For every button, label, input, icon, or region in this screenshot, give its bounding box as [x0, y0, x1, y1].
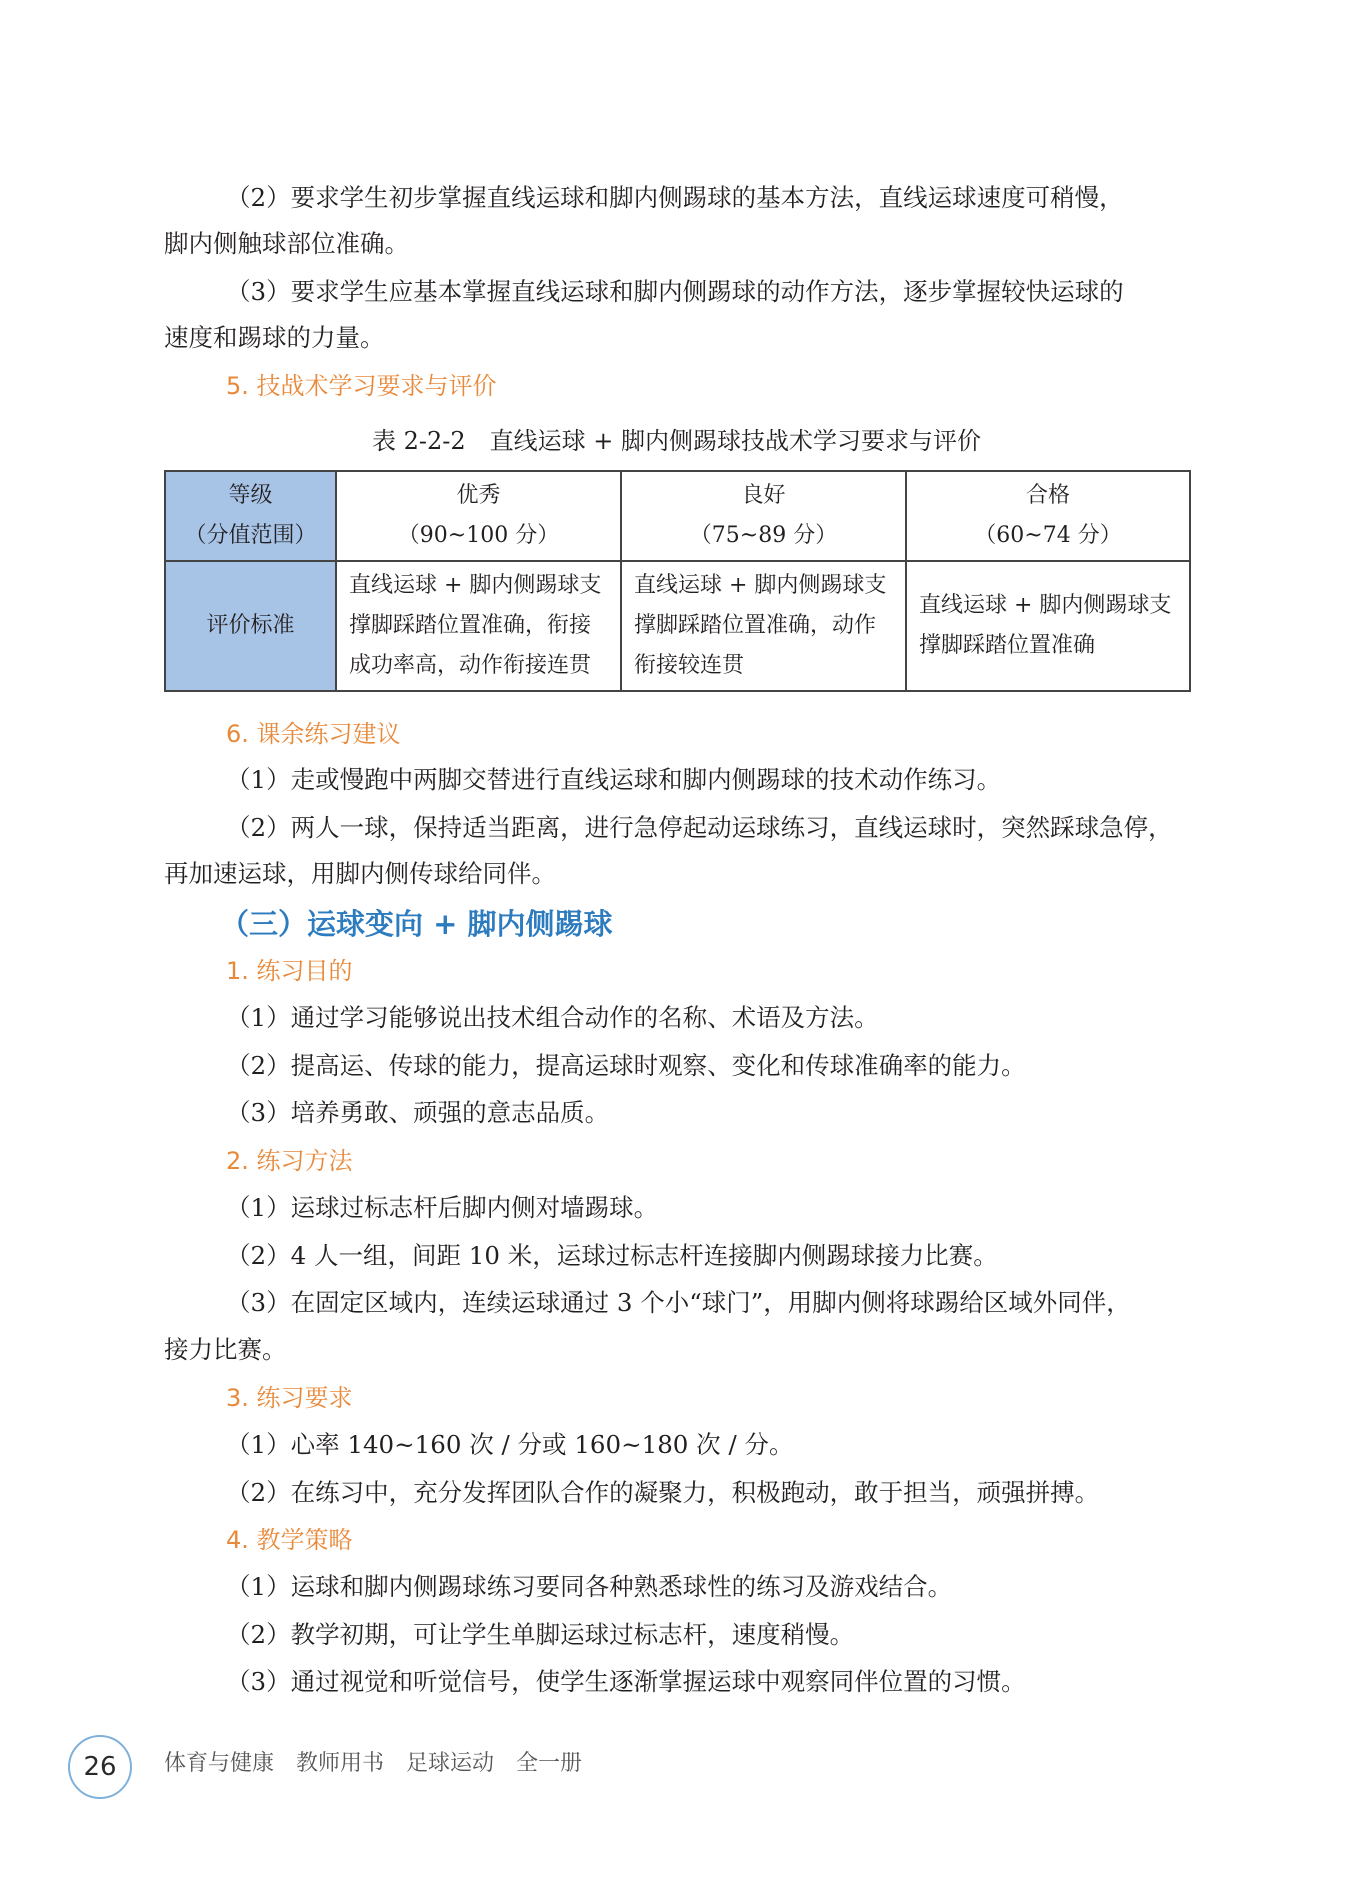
header-cell-excellent: 优秀 （90~100 分） — [336, 471, 621, 561]
table-header-row — [165, 471, 1190, 561]
paragraph-line: 速度和踢球的力量。 — [164, 323, 385, 352]
paragraph-line: （1）运球过标志杆后脚内侧对墙踢球。 — [226, 1193, 659, 1222]
section-heading: 6. 课余练习建议 — [226, 720, 401, 748]
paragraph-line: （1）运球和脚内侧踢球练习要同各种熟悉球性的练习及游戏结合。 — [226, 1572, 953, 1601]
paragraph-line: （3）培养勇敢、顽强的意志品质。 — [226, 1098, 610, 1127]
section-heading: 2. 练习方法 — [226, 1147, 353, 1175]
section-heading: 1. 练习目的 — [226, 957, 353, 985]
table-caption: 表 2-2-2 直线运球 + 脚内侧踢球技战术学习要求与评价 — [371, 427, 982, 455]
cell-excellent-criteria: 直线运球 + 脚内侧踢球支 撑脚踩踏位置准确，衔接 成功率高，动作衔接连贯 — [336, 561, 621, 691]
paragraph-line: （3）要求学生应基本掌握直线运球和脚内侧踢球的动作方法，逐步掌握较快运球的 — [226, 277, 1124, 306]
book-title: 体育与健康 教师用书 足球运动 全一册 — [164, 1751, 583, 1776]
paragraph-line: （1）心率 140~160 次 / 分或 160~180 次 / 分。 — [226, 1430, 794, 1459]
section-heading: 3. 练习要求 — [226, 1384, 353, 1412]
cell-good-criteria: 直线运球 + 脚内侧踢球支 撑脚踩踏位置准确，动作 衔接较连贯 — [621, 561, 906, 691]
row-label-criteria: 评价标准 — [165, 561, 336, 691]
paragraph-line: （2）提高运、传球的能力，提高运球时观察、变化和传球准确率的能力。 — [226, 1051, 1026, 1080]
paragraph-line: （1）走或慢跑中两脚交替进行直线运球和脚内侧踢球的技术动作练习。 — [226, 765, 1002, 794]
header-cell-pass: 合格 （60~74 分） — [906, 471, 1190, 561]
evaluation-table — [164, 470, 1191, 692]
paragraph-line: （3）在固定区域内，连续运球通过 3 个小“球门”，用脚内侧将球踢给区域外同伴， — [226, 1288, 1131, 1317]
paragraph-line: （2）4 人一组，间距 10 米，运球过标志杆连接脚内侧踢球接力比赛。 — [226, 1241, 998, 1270]
paragraph-line: （3）通过视觉和听觉信号，使学生逐渐掌握运球中观察同伴位置的习惯。 — [226, 1667, 1026, 1696]
header-cell-level: 等级 （分值范围） — [165, 471, 336, 561]
section-heading: 5. 技战术学习要求与评价 — [226, 372, 497, 400]
paragraph-line: 接力比赛。 — [164, 1335, 287, 1364]
paragraph-line: （2）两人一球，保持适当距离，进行急停起动运球练习，直线运球时，突然踩球急停， — [226, 813, 1173, 842]
paragraph-line: 再加速运球，用脚内侧传球给同伴。 — [164, 859, 556, 888]
page-number: 26 — [68, 1735, 132, 1799]
header-cell-good: 良好 （75~89 分） — [621, 471, 906, 561]
table-row — [165, 561, 1190, 691]
paragraph-line: 脚内侧触球部位准确。 — [164, 229, 409, 258]
paragraph-line: （2）教学初期，可让学生单脚运球过标志杆，速度稍慢。 — [226, 1620, 855, 1649]
cell-pass-criteria: 直线运球 + 脚内侧踢球支 撑脚踩踏位置准确 — [906, 561, 1190, 691]
section-heading: 4. 教学策略 — [226, 1526, 353, 1554]
paragraph-line: （2）在练习中，充分发挥团队合作的凝聚力，积极跑动，敢于担当，顽强拼搏。 — [226, 1478, 1100, 1507]
part-heading: （三）运球变向 + 脚内侧踢球 — [220, 907, 613, 941]
paragraph-line: （2）要求学生初步掌握直线运球和脚内侧踢球的基本方法，直线运球速度可稍慢， — [226, 183, 1124, 212]
paragraph-line: （1）通过学习能够说出技术组合动作的名称、术语及方法。 — [226, 1003, 879, 1032]
